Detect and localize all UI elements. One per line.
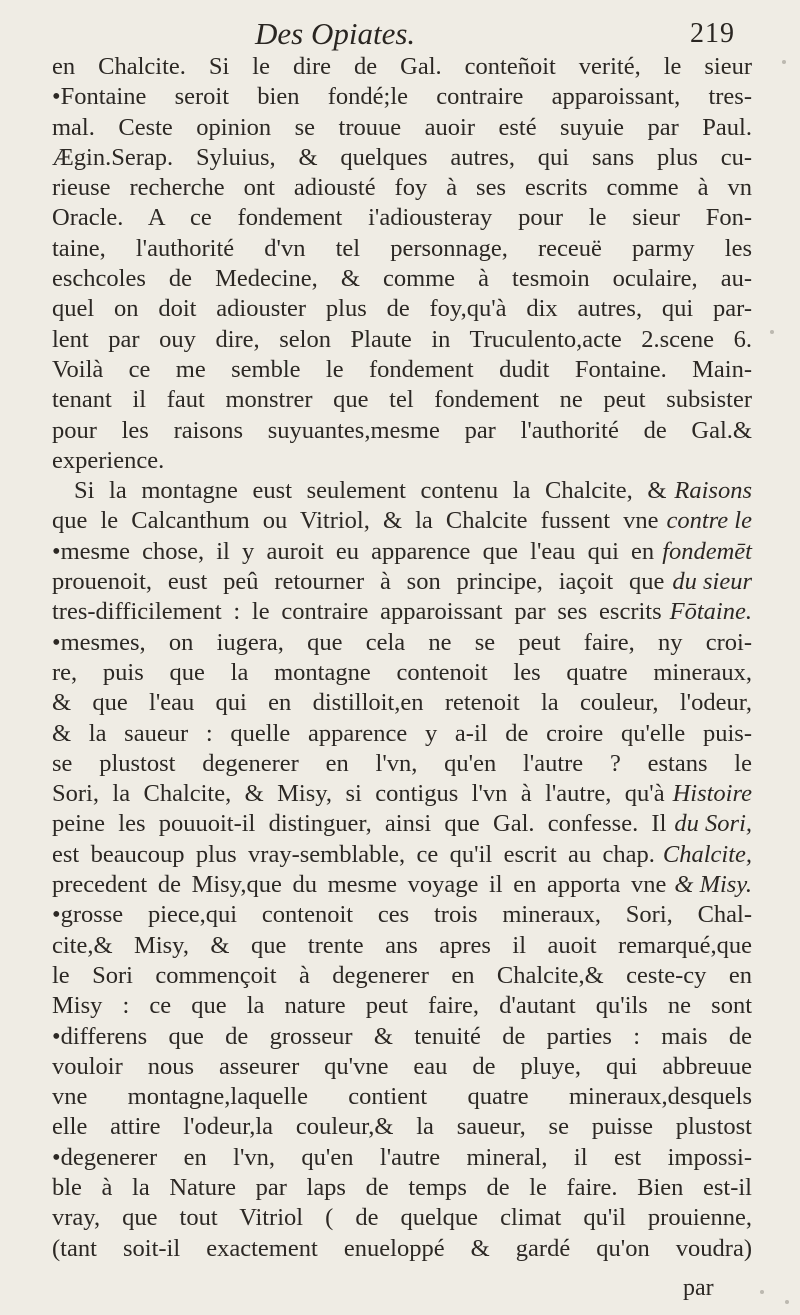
paper-speck [760,1290,764,1294]
text-line [52,749,752,779]
text-line [52,385,752,415]
text-line [52,961,752,991]
line-text: Si la montagne eust seulement contenu la Chalcite, & [74,477,667,505]
running-title: Des Opiates. [255,16,416,51]
line-text: Sori, la Chalcite, & Misy, si contigus l'vn à l'autre, qu'à [52,780,665,808]
text-line [52,82,752,112]
text-line [52,1143,752,1173]
line-text: •mesmes, on iugera, que cela ne se peut faire, ny croi- [52,628,752,656]
text-line [52,567,752,597]
text-line [52,1082,752,1112]
paper-speck [770,330,774,334]
line-text: eschcoles de Medecine, & comme à tesmoin oculaire, au- [52,265,752,293]
line-text: elle attire l'odeur,la couleur,& la saueur, se puisse plustost [52,1113,752,1141]
line-text: •Fontaine seroit bien fondé;le contraire apparoissant, tres- [52,83,752,111]
text-line [52,1022,752,1052]
text-line [52,355,752,385]
line-text: Voilà ce me semble le fondement dudit Fontaine. Main- [52,355,752,383]
paper-speck [785,1300,789,1304]
text-line [52,991,752,1021]
line-text: •grosse piece,qui contenoit ces trois mineraux, Sori, Chal- [52,901,752,929]
text-line [52,113,752,143]
text-line [52,203,752,233]
margin-note: fondemēt [662,537,752,565]
margin-note: & Misy. [674,871,752,899]
text-line [52,52,752,82]
text-line [52,809,752,839]
text-line [52,870,752,900]
line-text: taine, l'authorité d'vn tel personnage, receuë parmy les [52,234,752,262]
text-line [52,931,752,961]
text-line [52,264,752,294]
line-text: le Sori commençoit à degenerer en Chalcite,& ceste-cy en [52,961,752,989]
line-text: tres-difficilement : le contraire apparoissant par ses escrits [52,598,662,626]
line-text: precedent de Misy,que du mesme voyage il en apporta vne [52,871,667,899]
line-text: en Chalcite. Si le dire de Gal. conteñoit verité, le sieur [52,53,752,80]
text-line [52,658,752,688]
line-text: ble à la Nature par laps de temps de le faire. Bien est-il [52,1173,752,1201]
line-text: est beaucoup plus vray-semblable, ce qu'il escrit au chap. [52,840,655,868]
line-text: vne montagne,laquelle contient quatre mineraux,desquels [52,1083,752,1111]
line-text: vouloir nous asseurer qu'vne eau de pluye, qui abbreuue [52,1052,752,1080]
paper-speck [782,60,786,64]
line-text: rieuse recherche ont adiousté foy à ses escrits comme à vn [52,174,752,202]
text-line [52,446,752,476]
line-text: •mesme chose, il y auroit eu apparence que l'eau qui en [52,537,655,565]
margin-note: Raisons [674,477,752,505]
margin-note: Histoire [672,780,752,808]
text-line [52,1203,752,1233]
line-text: re, puis que la montagne contenoit les quatre mineraux, [52,658,752,686]
line-text: Oracle. A ce fondement i'adiousteray pour le sieur Fon- [52,204,752,232]
line-text: experience. [52,446,165,474]
text-line [52,840,752,870]
text-line [52,143,752,173]
text-line [52,719,752,749]
text-line [52,1112,752,1142]
page-header [0,12,800,52]
text-line [52,688,752,718]
body-text [52,52,752,1264]
line-text: Misy : ce que la nature peut faire, d'autant qu'ils ne sont [52,992,752,1020]
text-line [52,234,752,264]
text-line [52,416,752,446]
text-line [52,597,752,627]
margin-note: du Sori, [674,810,752,838]
margin-note: Chalcite, [662,840,752,868]
line-text: Ægin.Serap. Syluius, & quelques autres, qui sans plus cu- [52,143,752,171]
text-line [52,294,752,324]
line-text: tenant il faut monstrer que tel fondement ne peut subsister [52,386,752,414]
text-line [52,506,752,536]
page-number: 219 [690,18,735,49]
margin-note: contre le [666,507,752,535]
line-text: vray, que tout Vitriol ( de quelque climat qu'il prouienne, [52,1204,752,1232]
text-line [52,1052,752,1082]
line-text: (tant soit-il exactement enueloppé & gardé qu'on voudra) [52,1234,752,1262]
text-line [52,900,752,930]
text-line [52,1234,752,1264]
margin-note: du sieur [672,568,752,596]
line-text: & que l'eau qui en distilloit,en retenoit la couleur, l'odeur, [52,689,752,717]
line-text: pour les raisons suyuantes,mesme par l'authorité de Gal.& [52,416,752,444]
line-text: prouenoit, eust peû retourner à son principe, iaçoit que [52,568,665,596]
text-line [52,779,752,809]
line-text: peine les pouuoit-il distinguer, ainsi que Gal. confesse. Il [52,810,667,838]
catchword: par [683,1275,714,1301]
line-text: cite,& Misy, & que trente ans apres il auoit remarqué,que [52,931,752,959]
line-text: que le Calcanthum ou Vitriol, & la Chalcite fussent vne [52,507,659,535]
line-text: se plustost degenerer en l'vn, qu'en l'autre ? estans le [52,749,752,777]
line-text: quel on doit adiouster plus de foy,qu'à dix autres, qui par- [52,295,752,323]
text-line [52,476,752,506]
text-line [52,628,752,658]
line-text: •differens que de grosseur & tenuité de parties : mais de [52,1022,752,1050]
text-line [52,537,752,567]
text-line [52,173,752,203]
text-line [52,1173,752,1203]
line-text: & la saueur : quelle apparence y a-il de croire qu'elle puis- [52,719,752,747]
line-text: mal. Ceste opinion se trouue auoir esté suyuie par Paul. [52,113,752,141]
line-text: lent par ouy dire, selon Plaute in Truculento,acte 2.scene 6. [52,325,752,353]
text-line [52,325,752,355]
line-text: •degenerer en l'vn, qu'en l'autre mineral, il est impossi- [52,1143,752,1171]
margin-note: Fōtaine. [669,598,752,626]
